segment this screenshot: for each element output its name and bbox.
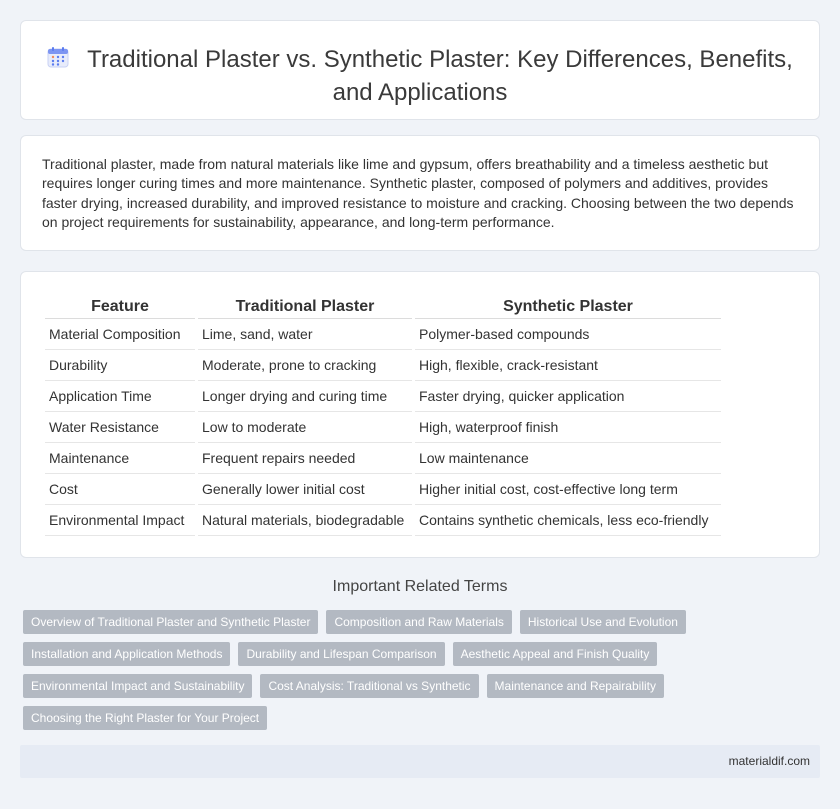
header-feature: Feature bbox=[45, 295, 195, 319]
table-cell: Environmental Impact bbox=[45, 505, 195, 536]
related-terms-title: Important Related Terms bbox=[332, 578, 508, 595]
table-cell: Low maintenance bbox=[415, 443, 721, 474]
page-title: Traditional Plaster vs. Synthetic Plaster: Key Differences, Benefits, and Applications bbox=[87, 46, 793, 106]
page-title-wrap bbox=[21, 43, 819, 109]
table-cell: Longer drying and curing time bbox=[198, 381, 412, 412]
table-cell: High, waterproof finish bbox=[415, 412, 721, 443]
calendar-icon bbox=[47, 46, 69, 68]
table-cell: Natural materials, biodegradable bbox=[198, 505, 412, 536]
table-cell: Frequent repairs needed bbox=[198, 443, 412, 474]
comparison-table bbox=[42, 295, 724, 536]
table-row bbox=[45, 505, 721, 536]
comparison-card bbox=[20, 271, 820, 558]
table-cell: Higher initial cost, cost-effective long term bbox=[415, 474, 721, 505]
tag-row bbox=[23, 674, 823, 698]
header-synthetic: Synthetic Plaster bbox=[415, 295, 721, 319]
table-cell: Cost bbox=[45, 474, 195, 505]
table-cell: Low to moderate bbox=[198, 412, 412, 443]
intro-card bbox=[20, 135, 820, 251]
tag-row bbox=[23, 610, 823, 634]
table-cell: Moderate, prone to cracking bbox=[198, 350, 412, 381]
table-cell: Material Composition bbox=[45, 319, 195, 350]
footer bbox=[20, 745, 820, 778]
table-cell: High, flexible, crack-resistant bbox=[415, 350, 721, 381]
tag-link[interactable]: Environmental Impact and Sustainability bbox=[23, 674, 252, 698]
table-header-row bbox=[45, 295, 721, 319]
tag-row bbox=[23, 642, 823, 666]
table-cell: Faster drying, quicker application bbox=[415, 381, 721, 412]
table-row bbox=[45, 350, 721, 381]
tag-link[interactable]: Choosing the Right Plaster for Your Project bbox=[23, 706, 267, 730]
table-row bbox=[45, 381, 721, 412]
tag-link[interactable]: Maintenance and Repairability bbox=[487, 674, 664, 698]
tag-link[interactable]: Cost Analysis: Traditional vs Synthetic bbox=[260, 674, 478, 698]
table-row bbox=[45, 474, 721, 505]
related-terms-tags bbox=[23, 610, 823, 738]
table-row bbox=[45, 443, 721, 474]
table-cell: Durability bbox=[45, 350, 195, 381]
tag-link[interactable]: Overview of Traditional Plaster and Synthetic Plaster bbox=[23, 610, 318, 634]
tag-link[interactable]: Durability and Lifespan Comparison bbox=[238, 642, 444, 666]
table-cell: Application Time bbox=[45, 381, 195, 412]
tag-link[interactable]: Aesthetic Appeal and Finish Quality bbox=[453, 642, 658, 666]
table-cell: Generally lower initial cost bbox=[198, 474, 412, 505]
header-card bbox=[20, 20, 820, 120]
tag-row bbox=[23, 706, 823, 730]
table-row bbox=[45, 412, 721, 443]
tag-link[interactable]: Installation and Application Methods bbox=[23, 642, 230, 666]
table-cell: Maintenance bbox=[45, 443, 195, 474]
table-cell: Water Resistance bbox=[45, 412, 195, 443]
tag-link[interactable]: Historical Use and Evolution bbox=[520, 610, 686, 634]
table-cell: Contains synthetic chemicals, less eco-friendly bbox=[415, 505, 721, 536]
intro-text: Traditional plaster, made from natural materials like lime and gypsum, offers breathability and a timeless aesthetic but requires longer curing times and more maintenance. Synthetic plaster, composed of polymers and additives, provides faster drying, increased durability, and improved resistance to moisture and cracking. Choosing between the two depends on project requirements for sustainability, appearance, and long-term performance. bbox=[42, 156, 794, 231]
tag-link[interactable]: Composition and Raw Materials bbox=[326, 610, 511, 634]
table-cell: Lime, sand, water bbox=[198, 319, 412, 350]
footer-site[interactable]: materialdif.com bbox=[728, 754, 810, 768]
table-row bbox=[45, 319, 721, 350]
header-traditional: Traditional Plaster bbox=[198, 295, 412, 319]
table-cell: Polymer-based compounds bbox=[415, 319, 721, 350]
